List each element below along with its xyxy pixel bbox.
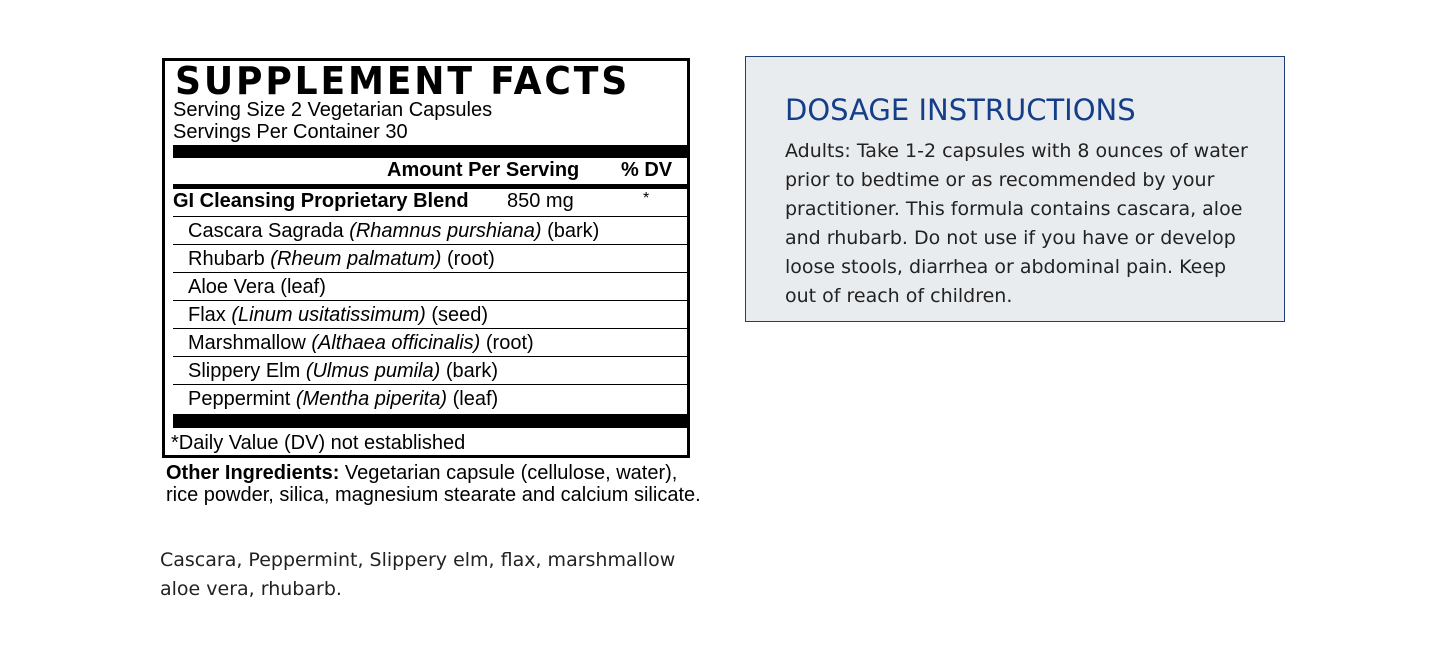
ingredient-part: (bark)	[541, 220, 600, 242]
other-ingredients	[166, 462, 706, 506]
ingredient-name: Rhubarb	[188, 248, 271, 270]
serving-size: Serving Size 2 Vegetarian Capsules	[173, 99, 493, 121]
ingredients-caption: Cascara, Peppermint, Slippery elm, flax, marshmallow aloe vera, rhubarb.	[160, 549, 676, 600]
dosage-title: DOSAGE INSTRUCTIONS	[785, 93, 1136, 127]
amount-per-serving-header: Amount Per Serving	[387, 159, 580, 181]
supplement-facts-panel	[162, 58, 690, 458]
ingredient-row	[173, 245, 687, 273]
blend-row-divider	[173, 188, 687, 217]
ingredient-part: (seed)	[425, 304, 489, 326]
ingredient-row	[173, 217, 687, 245]
blend-name: GI Cleansing Proprietary Blend	[173, 190, 469, 212]
other-ingredients-text: Vegetarian capsule (cellulose, water), rice powder, silica, magnesium stearate and calcium silicate.	[166, 462, 701, 506]
ingredient-part: (root)	[480, 332, 534, 354]
ingredient-name: Flax	[188, 304, 232, 326]
dv-footnote: *Daily Value (DV) not established	[171, 432, 466, 454]
ingredient-latin: (Rhamnus purshiana)	[349, 220, 542, 242]
ingredient-row	[173, 385, 687, 413]
percent-dv-header: % DV	[621, 159, 673, 181]
ingredient-latin: (Linum usitatissimum)	[231, 304, 426, 326]
dosage-instructions-box	[745, 56, 1285, 322]
other-ingredients-label: Other Ingredients:	[166, 462, 340, 484]
blend-amount: 850 mg	[507, 190, 574, 212]
dosage-text: Adults: Take 1-2 capsules with 8 ounces of water prior to bedtime or as recommended by your practitioner. This formula contains cascara, aloe and rhubarb. Do not use if you have or develop loose stools, diarrhea or abdominal pain. Keep out of reach of children.	[785, 140, 1248, 307]
ingredient-row	[173, 357, 687, 385]
supplement-facts-title: SUPPLEMENT FACTS	[175, 59, 631, 103]
ingredient-row	[173, 329, 687, 357]
ingredient-name: Slippery Elm	[188, 360, 306, 382]
ingredient-name: Marshmallow	[188, 332, 312, 354]
thick-divider	[173, 145, 687, 158]
ingredient-name: Cascara Sagrada	[188, 220, 350, 242]
ingredient-latin: (Rheum palmatum)	[270, 248, 442, 270]
ingredient-name: Aloe Vera (leaf)	[188, 276, 326, 298]
ingredient-row	[173, 273, 687, 301]
ingredient-part: (leaf)	[447, 388, 499, 410]
blend-dv: *	[643, 190, 650, 207]
ingredient-latin: (Mentha piperita)	[295, 388, 448, 410]
ingredient-row	[173, 301, 687, 329]
ingredient-latin: (Althaea officinalis)	[311, 332, 481, 354]
ingredient-part: (root)	[441, 248, 495, 270]
ingredient-part: (bark)	[440, 360, 499, 382]
servings-per-container: Servings Per Container 30	[173, 121, 408, 143]
ingredient-latin: (Ulmus pumila)	[305, 360, 441, 382]
thick-divider	[173, 414, 687, 428]
ingredient-name: Peppermint	[188, 388, 296, 410]
